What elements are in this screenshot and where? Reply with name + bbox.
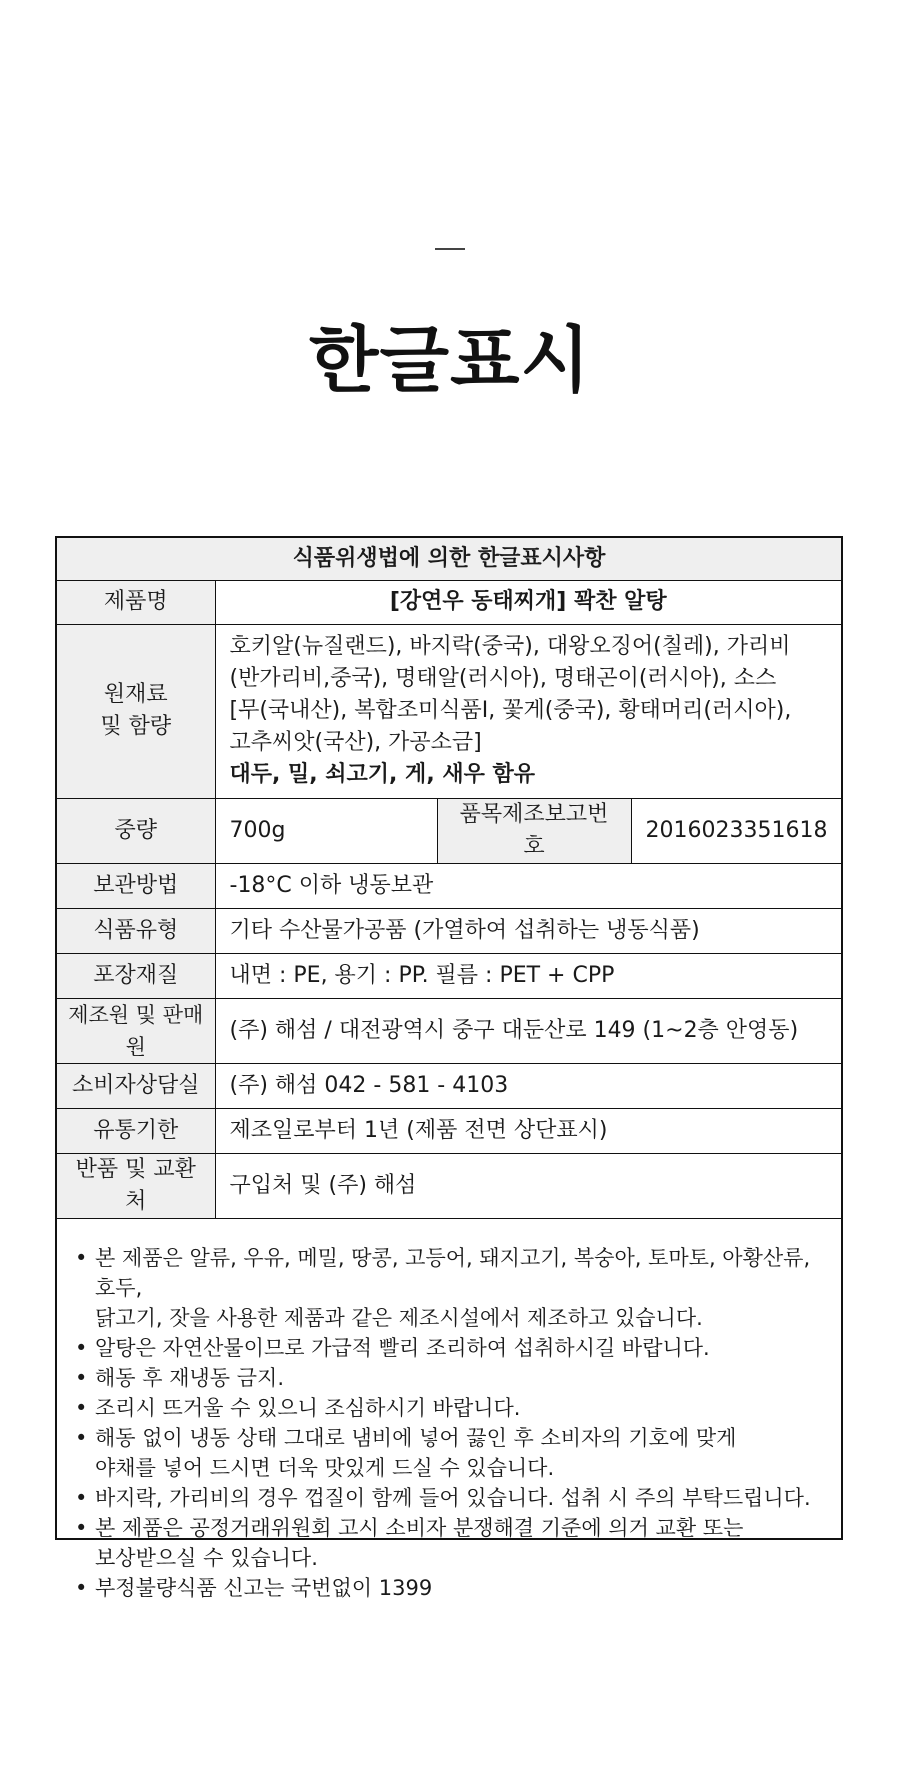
report-no-value: 2016023351618 bbox=[631, 798, 841, 863]
maker-label: 제조원 및 판매원 bbox=[57, 998, 215, 1063]
product-name-label: 제품명 bbox=[57, 580, 215, 624]
consumer-center-value: (주) 해섬 042 - 581 - 4103 bbox=[215, 1063, 841, 1108]
note-item: • 해동 없이 냉동 상태 그대로 냄비에 넣어 끓인 후 소비자의 기호에 맞게 야채를 넣어 드시면 더욱 맛있게 드실 수 있습니다. bbox=[75, 1423, 825, 1483]
bullet-icon: • bbox=[75, 1365, 88, 1390]
bullet-icon: • bbox=[75, 1395, 88, 1420]
note-item: • 바지락, 가리비의 경우 껍질이 함께 들어 있습니다. 섭취 시 주의 부탁드립니다. bbox=[75, 1483, 825, 1513]
ingredients-value bbox=[215, 624, 841, 798]
label-table bbox=[57, 538, 841, 1219]
maker-value: (주) 해섬 / 대전광역시 중구 대둔산로 149 (1~2층 안영동) bbox=[215, 998, 841, 1063]
type-value: 기타 수산물가공품 (가열하여 섭취하는 냉동식품) bbox=[215, 908, 841, 953]
note-item: • 본 제품은 알류, 우유, 메밀, 땅콩, 고등어, 돼지고기, 복숭아, 토마토, 아황산류, 호두, 닭고기, 잣을 사용한 제품과 같은 제조시설에서 제조하고 있습니다. bbox=[75, 1243, 825, 1333]
expiry-label: 유통기한 bbox=[57, 1108, 215, 1153]
ingredients-label-line-1: 원재료 bbox=[103, 682, 168, 707]
ingredients-line: (반가리비,중국), 명태알(러시아), 명태곤이(러시아), 소스 bbox=[229, 666, 777, 691]
bullet-icon: • bbox=[75, 1515, 88, 1540]
notes-section bbox=[57, 1219, 841, 1603]
product-name: [강연우 동태찌개] 꽉찬 알탕 bbox=[215, 580, 841, 624]
storage-value: -18°C 이하 냉동보관 bbox=[215, 863, 841, 908]
bullet-icon: • bbox=[75, 1245, 88, 1270]
note-item: • 부정불량식품 신고는 국번없이 1399 bbox=[75, 1573, 825, 1603]
packaging-value: 내면 : PE, 용기 : PP. 필름 : PET + CPP bbox=[215, 953, 841, 998]
weight-value: 700g bbox=[215, 798, 437, 863]
ingredients-line: [무(국내산), 복합조미식품I, 꽃게(중국), 황태머리(러시아), bbox=[229, 698, 792, 723]
consumer-center-label: 소비자상담실 bbox=[57, 1063, 215, 1108]
weight-label: 중량 bbox=[57, 798, 215, 863]
bullet-icon: • bbox=[75, 1485, 88, 1510]
bullet-icon: • bbox=[75, 1575, 88, 1600]
bullet-icon: • bbox=[75, 1425, 88, 1450]
ingredients-line: 호키알(뉴질랜드), 바지락(중국), 대왕오징어(칠레), 가리비 bbox=[229, 634, 791, 659]
ingredients-label bbox=[57, 624, 215, 798]
notes-list bbox=[75, 1243, 825, 1603]
bullet-icon: • bbox=[75, 1335, 88, 1360]
ingredients-line: 고추씨앗(국산), 가공소금] bbox=[229, 730, 482, 755]
expiry-value: 제조일로부터 1년 (제품 전면 상단표시) bbox=[215, 1108, 841, 1153]
table-caption: 식품위생법에 의한 한글표시사항 bbox=[57, 538, 841, 580]
note-item: • 해동 후 재냉동 금지. bbox=[75, 1363, 825, 1393]
packaging-label: 포장재질 bbox=[57, 953, 215, 998]
return-label: 반품 및 교환처 bbox=[57, 1153, 215, 1218]
report-no-label: 품목제조보고번호 bbox=[437, 798, 631, 863]
note-item: • 본 제품은 공정거래위원회 고시 소비자 분쟁해결 기준에 의거 교환 또는 보상받으실 수 있습니다. bbox=[75, 1513, 825, 1573]
storage-label: 보관방법 bbox=[57, 863, 215, 908]
type-label: 식품유형 bbox=[57, 908, 215, 953]
title-divider bbox=[435, 248, 465, 250]
allergen-info: 대두, 밀, 쇠고기, 게, 새우 함유 bbox=[229, 762, 535, 787]
ingredients-label-line-2: 및 함량 bbox=[100, 714, 172, 739]
label-box bbox=[55, 536, 843, 1600]
note-item: • 알탕은 자연산물이므로 가급적 빨리 조리하여 섭취하시길 바랍니다. bbox=[75, 1333, 825, 1363]
return-value: 구입처 및 (주) 해섬 bbox=[215, 1153, 841, 1218]
note-item: • 조리시 뜨거울 수 있으니 조심하시기 바랍니다. bbox=[75, 1393, 825, 1423]
page-title: 한글표시 bbox=[308, 318, 592, 402]
